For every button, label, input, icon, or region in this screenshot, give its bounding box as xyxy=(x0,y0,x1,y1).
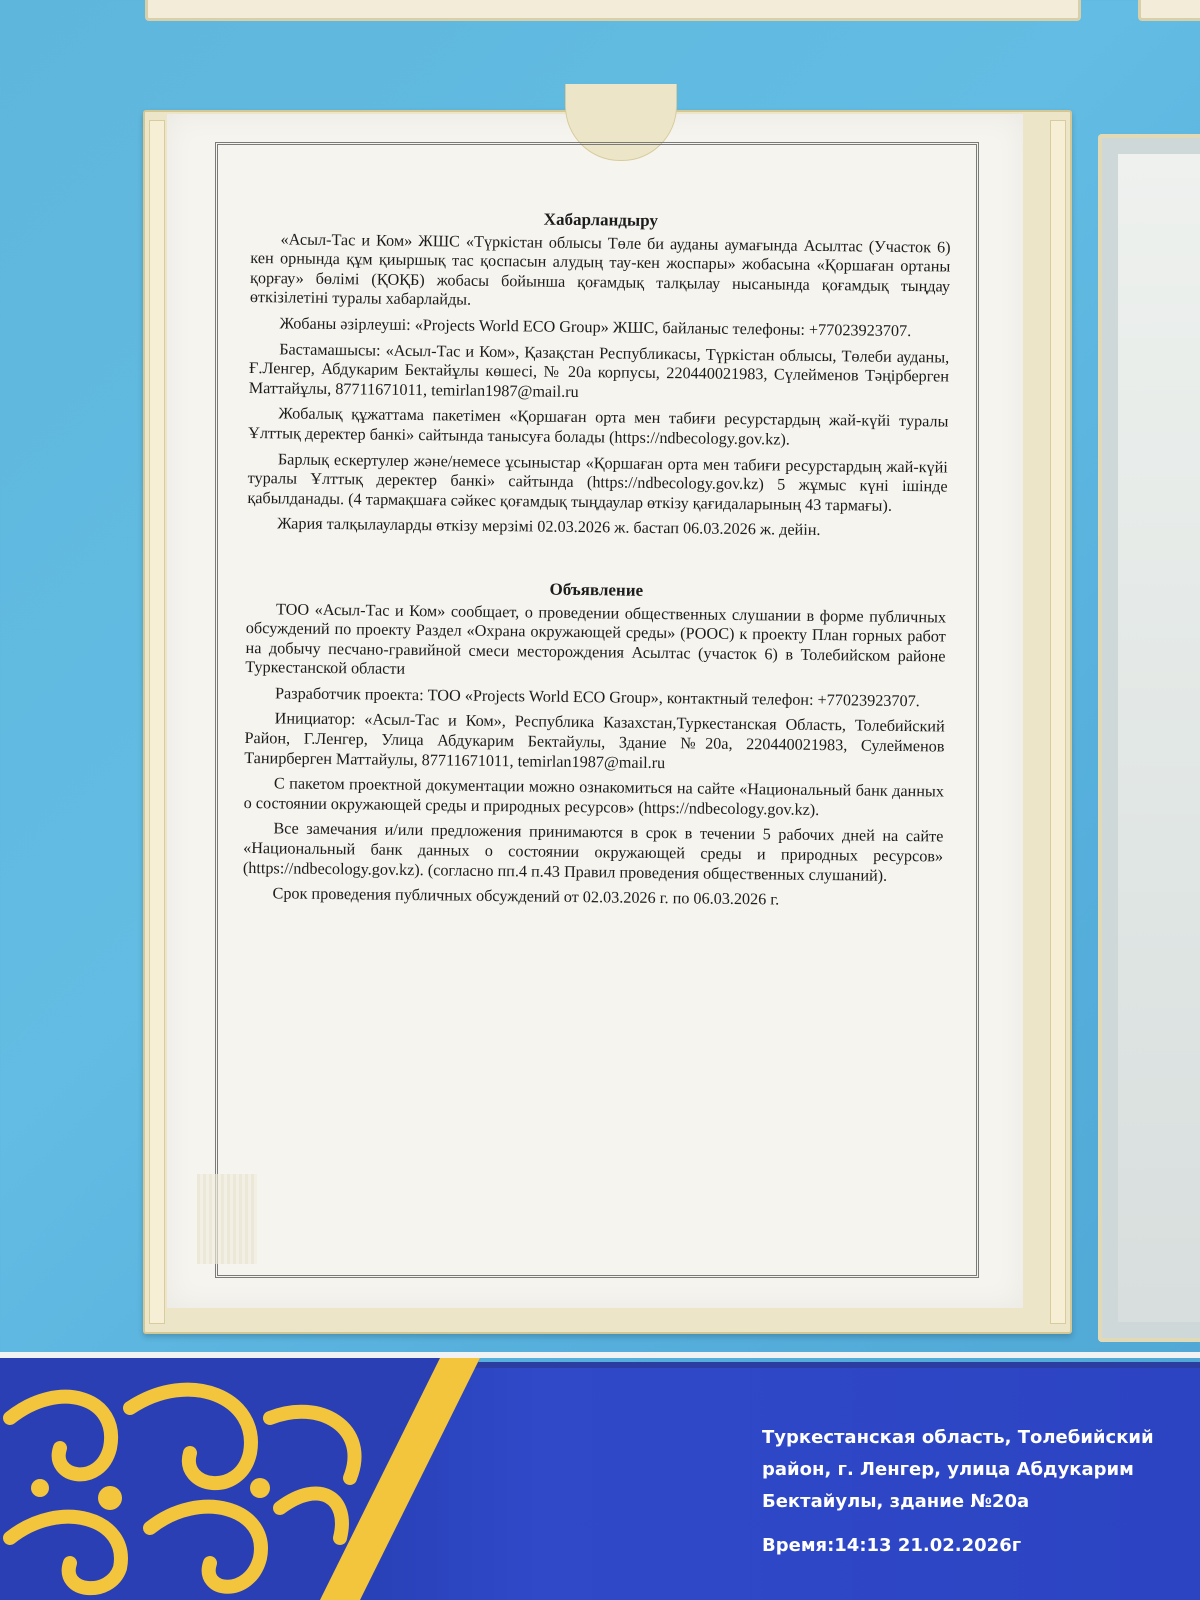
notice-holder xyxy=(143,110,1072,1334)
caption-line: Бектайулы, здание №20а xyxy=(762,1491,1030,1512)
kazakh-paragraph: Барлық ескертулер және/немесе ұсыныстар «Қоршаған орта мен табиғи ресурстардың жай-күйі туралы Ұлттық деректер банкі» сайтында (https://ndbecology.gov.kz) 5 жұмыс күні ішінде қабылданады. (4 тармақшаға сәйкес қоғамдық тыңдаулар өткізу қағидаларының 43 тармағы). xyxy=(247,449,948,515)
caption-timestamp: Время:14:13 21.02.2026г xyxy=(762,1535,1022,1556)
russian-paragraph: Срок проведения публичных обсуждений от 02.03.2026 г. по 06.03.2026 г. xyxy=(272,884,780,909)
kazakh-paragraph: Жобаны әзірлеуші: «Projects World ECO Group» ЖШС, байланыс телефоны: +77023923707. xyxy=(279,314,912,341)
notice-sheet xyxy=(167,114,1023,1308)
kazakh-paragraph: Жобалық құжаттама пакетімен «Қоршаған орта мен табиғи ресурстардың жай-күйі туралы Ұлттық деректер банкі» сайтында танысуға болады (https://ndbecology.gov.kz). xyxy=(248,404,949,449)
paper-stain xyxy=(197,1174,257,1264)
kazakh-paragraph: Жария талқылауларды өткізу мерзімі 02.03.2026 ж. бастап 06.03.2026 ж. дейін. xyxy=(277,514,821,540)
russian-title: Объявление xyxy=(549,579,644,600)
russian-paragraph: ТОО «Асыл-Тас и Ком» сообщает, о проведении общественных слушании в форме публичных обсуждений по проекту Раздел «Охрана окружающей среды» (РООС) к проекту План горных работ на добычу песчано-гравийной смеси месторождения Асылтас (участок 6) в Толебийском районе Туркестанской области xyxy=(245,599,947,679)
russian-paragraph: Инициатор: «Асыл-Тас и Ком», Республика Казахстан,Туркестанская Область, Толебийский Район, Г.Ленгер, Улица Абдукарим Бектайулы, Здание №20а, 220440021983, Сулейменов Танирберген Маттайулы, 87711671011, temirlan1987@mail.ru xyxy=(244,709,945,772)
russian-paragraph: Разработчик проекта: ТОО «Projects World ECO Group», контактный телефон: +77023923707. xyxy=(274,684,920,711)
top-notice-frame-right xyxy=(1138,0,1200,21)
kazakh-title: Хабарландыру xyxy=(543,209,659,230)
kazakh-paragraph: Бастамашысы: «Асыл-Тас и Ком», Қазақстан Республикасы, Түркістан облысы, Төлеби ауданы, Ғ.Ленгер, Абдукарим Бектайұлы көшесі, № 20а корпусы, 220440021983, Сүлейменов Тәңірберген Маттайұлы, 87711671011, temirlan1987@mail.ru xyxy=(248,339,950,401)
caption-line: Туркестанская область, Толебийский xyxy=(762,1427,1154,1448)
russian-paragraph: Все замечания и/или предложения принимаются в срок в течении 5 рабочих дней на сайте «Национальный банк данных о состоянии окружающей среды и природных ресурсов» (https://ndbecology.gov.kz). (согласно пп.4 п.43 Правил проведения общественных слушаний). xyxy=(242,819,944,885)
photo-location-caption xyxy=(762,1422,1182,1562)
notice-text xyxy=(242,206,951,918)
russian-paragraph: С пакетом проектной документации можно ознакомиться на сайте «Национальный банк данных о состоянии окружающей среды и природных ресурсов» (https://ndbecology.gov.kz). xyxy=(243,774,945,819)
top-notice-frame-left xyxy=(145,0,1081,21)
kazakh-paragraph: «Асыл-Тас и Ком» ЖШС «Түркістан облысы Төле би ауданы аумағында Асылтас (Участок 6) кен орнында құм қиыршық тас қоспасын алудың тау-кен жоспары» жобасына «Қоршаған ортаны қорғау» бөлімі (ҚОҚБ) жобасы бойынша қоғамдық талқылау нысанында қоғамдық тыңдау өткізілетіні туралы хабарлайды. xyxy=(249,229,951,310)
caption-line: район, г. Ленгер, улица Абдукарим xyxy=(762,1459,1134,1480)
adjacent-notice-frame xyxy=(1098,134,1200,1342)
kazakh-ornament xyxy=(0,1358,500,1600)
